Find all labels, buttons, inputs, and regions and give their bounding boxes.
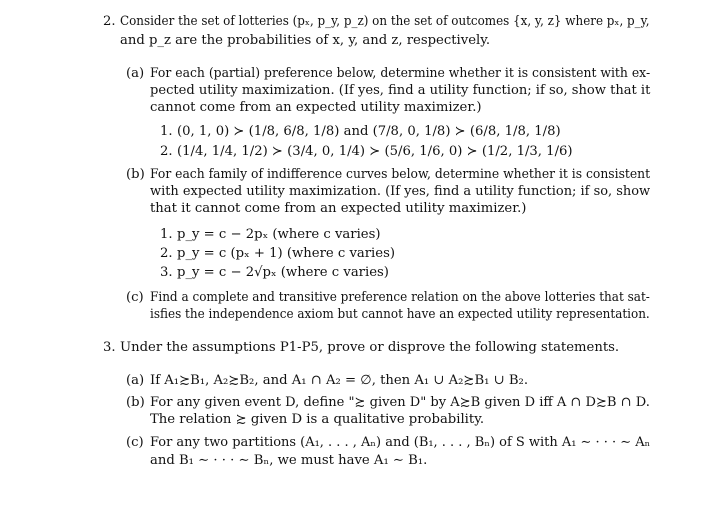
q2a-item-1-number: 1. [160,124,173,139]
q3-intro: Under the assumptions P1-P5, prove or disprove the following statements. [120,340,620,355]
q2-number: 2. [103,14,116,29]
q2-line-1: Consider the set of lotteries (pₓ, p_y, p_z) on the set of outcomes {x, y, z} where pₓ, p_y, [120,14,650,29]
q2b-item-1: p_y = c − 2pₓ (where c varies) [177,227,381,242]
q2c-line-1: Find a complete and transitive preference relation on the above lotteries that sat- [150,290,650,305]
q3a-label: (a) [126,373,145,388]
q3b-line-2: The relation ≿ given D is a qualitative probability. [150,412,485,427]
q2b-item-3: p_y = c − 2√pₓ (where c varies) [177,265,389,280]
q3b-line-1: For any given event D, define "≿ given D" by A≿B given D iff A ∩ D≿B ∩ D. [150,395,650,410]
q2a-item-2: (1/4, 1/4, 1/2) ≻ (3/4, 0, 1/4) ≻ (5/6, 1/6, 0) ≻ (1/2, 1/3, 1/6) [177,144,573,159]
q3c-label: (c) [126,435,144,450]
q2b-item-2-number: 2. [160,246,173,261]
q2b-line-3: that it cannot come from an expected utility maximizer.) [150,201,527,216]
q2a-line-2: pected utility maximization. (If yes, find a utility function; if so, show that it [150,83,651,98]
q2a-item-1: (0, 1, 0) ≻ (1/8, 6/8, 1/8) and (7/8, 0, 1/8) ≻ (6/8, 1/8, 1/8) [177,124,561,139]
q2b-line-1: For each family of indifference curves below, determine whether it is consistent [150,167,651,182]
q2a-item-2-number: 2. [160,144,173,159]
q2a-line-3: cannot come from an expected utility maximizer.) [150,100,482,115]
q2-line-2: and p_z are the probabilities of x, y, and z, respectively. [120,33,491,48]
q3a-line-1: If A₁≿B₁, A₂≿B₂, and A₁ ∩ A₂ = ∅, then A₁ ∪ A₂≿B₁ ∪ B₂. [150,373,529,388]
q3b-label: (b) [126,395,145,410]
q3c-line-2: and B₁ ∼ · · · ∼ Bₙ, we must have A₁ ∼ B₁. [150,453,428,468]
q2a-label: (a) [126,66,145,81]
q3c-line-1: For any two partitions (A₁, . . . , Aₙ) and (B₁, . . . , Bₙ) of S with A₁ ∼ · · · ∼ Aₙ [150,435,651,450]
q2b-item-1-number: 1. [160,227,173,242]
q2c-line-2: isfies the independence axiom but cannot have an expected utility representation. [150,307,650,322]
q2c-label: (c) [126,290,144,305]
q2b-item-2: p_y = c (pₓ + 1) (where c varies) [177,246,395,261]
q2b-label: (b) [126,167,145,182]
q2b-item-3-number: 3. [160,265,173,280]
q3-number: 3. [103,340,116,355]
q2b-line-2: with expected utility maximization. (If yes, find a utility function; if so, show [150,184,651,199]
q2a-line-1: For each (partial) preference below, determine whether it is consistent with ex- [150,66,651,81]
